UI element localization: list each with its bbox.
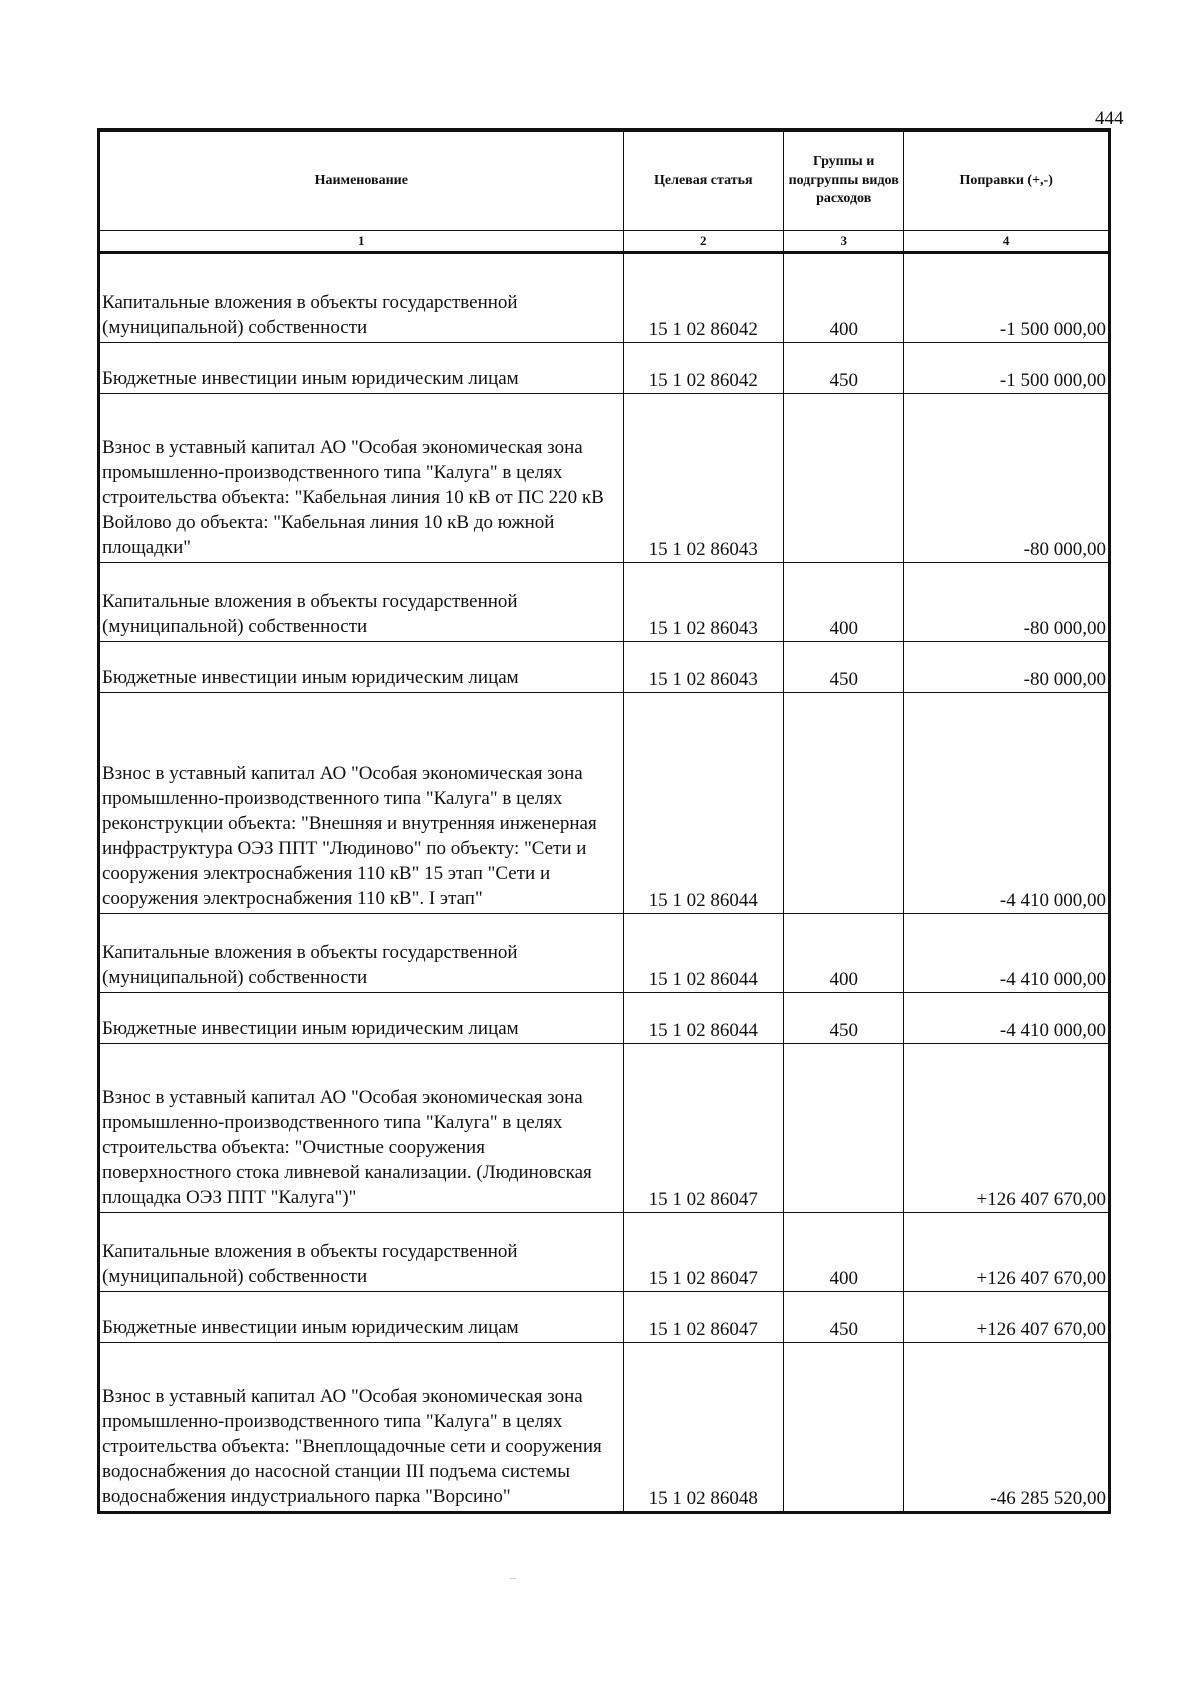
budget-amendments-table (97, 128, 1111, 1514)
row-name: Взнос в уставный капитал АО "Особая экономическая зона промышленно-производственного типа "Калуга" в целях реконструкции объекта: "Внешняя и внутренняя инженерная инфраструктура ОЭЗ ППТ "Людиново" по объекту: "Сети и сооружения электроснабжения 110 кВ" 15 этап "Сети и сооружения электроснабжения 110 кВ". I этап" (100, 693, 624, 914)
table-row (100, 343, 1109, 394)
row-group: 400 (784, 914, 904, 993)
row-amount: -46 285 520,00 (904, 1343, 1109, 1512)
scan-artifact (510, 1578, 516, 1579)
header-code: Целевая статья (623, 132, 783, 231)
row-group (784, 1343, 904, 1512)
column-number-4: 4 (904, 231, 1109, 253)
row-name: Капитальные вложения в объекты государственной (муниципальной) собственности (100, 914, 624, 993)
table-row (100, 1292, 1109, 1343)
row-group: 400 (784, 1213, 904, 1292)
table-row (100, 253, 1109, 343)
row-amount: -80 000,00 (904, 394, 1109, 563)
row-amount: +126 407 670,00 (904, 1213, 1109, 1292)
row-code: 15 1 02 86047 (623, 1213, 783, 1292)
row-group (784, 394, 904, 563)
row-name: Капитальные вложения в объекты государственной (муниципальной) собственности (100, 253, 624, 343)
row-group: 400 (784, 563, 904, 642)
column-number-1: 1 (100, 231, 624, 253)
row-name: Бюджетные инвестиции иным юридическим лицам (100, 343, 624, 394)
table-row (100, 1213, 1109, 1292)
row-group: 450 (784, 993, 904, 1044)
row-name: Бюджетные инвестиции иным юридическим лицам (100, 642, 624, 693)
row-code: 15 1 02 86044 (623, 914, 783, 993)
table-row (100, 993, 1109, 1044)
table-row (100, 1044, 1109, 1213)
row-amount: -4 410 000,00 (904, 693, 1109, 914)
row-group: 450 (784, 1292, 904, 1343)
row-group: 450 (784, 642, 904, 693)
row-code: 15 1 02 86047 (623, 1292, 783, 1343)
row-amount: -4 410 000,00 (904, 993, 1109, 1044)
row-code: 15 1 02 86043 (623, 642, 783, 693)
row-amount: -1 500 000,00 (904, 343, 1109, 394)
row-name: Капитальные вложения в объекты государственной (муниципальной) собственности (100, 563, 624, 642)
row-amount: -80 000,00 (904, 563, 1109, 642)
row-code: 15 1 02 86047 (623, 1044, 783, 1213)
row-group (784, 693, 904, 914)
row-name: Взнос в уставный капитал АО "Особая экономическая зона промышленно-производственного типа "Калуга" в целях строительства объекта: "Внеплощадочные сети и сооружения водоснабжения до насосной станции III подъема системы водоснабжения индустриального парка "Ворсино" (100, 1343, 624, 1512)
header-name: Наименование (100, 132, 624, 231)
row-group (784, 1044, 904, 1213)
row-code: 15 1 02 86044 (623, 693, 783, 914)
row-name: Взнос в уставный капитал АО "Особая экономическая зона промышленно-производственного типа "Калуга" в целях строительства объекта: "Кабельная линия 10 кВ от ПС 220 кВ Войлово до объекта: "Кабельная линия 10 кВ до южной площадки" (100, 394, 624, 563)
column-number-3: 3 (784, 231, 904, 253)
table-row (100, 914, 1109, 993)
row-name: Взнос в уставный капитал АО "Особая экономическая зона промышленно-производственного типа "Калуга" в целях строительства объекта: "Очистные сооружения поверхностного стока ливневой канализации. (Людиновская площадка ОЭЗ ППТ "Калуга")" (100, 1044, 624, 1213)
row-code: 15 1 02 86043 (623, 394, 783, 563)
table-row (100, 394, 1109, 563)
table-row (100, 642, 1109, 693)
table-row (100, 563, 1109, 642)
row-code: 15 1 02 86042 (623, 343, 783, 394)
column-number-2: 2 (623, 231, 783, 253)
row-amount: -80 000,00 (904, 642, 1109, 693)
row-name: Бюджетные инвестиции иным юридическим лицам (100, 1292, 624, 1343)
row-amount: +126 407 670,00 (904, 1292, 1109, 1343)
row-amount: -1 500 000,00 (904, 253, 1109, 343)
header-group: Группы и подгруппы видов расходов (784, 132, 904, 231)
row-group: 400 (784, 253, 904, 343)
row-name: Бюджетные инвестиции иным юридическим лицам (100, 993, 624, 1044)
table-row (100, 1343, 1109, 1512)
row-code: 15 1 02 86042 (623, 253, 783, 343)
row-group: 450 (784, 343, 904, 394)
row-amount: +126 407 670,00 (904, 1044, 1109, 1213)
row-name: Капитальные вложения в объекты государственной (муниципальной) собственности (100, 1213, 624, 1292)
page-number: 444 (1095, 108, 1124, 129)
header-amount: Поправки (+,-) (904, 132, 1109, 231)
table-row (100, 693, 1109, 914)
row-code: 15 1 02 86048 (623, 1343, 783, 1512)
row-code: 15 1 02 86044 (623, 993, 783, 1044)
row-amount: -4 410 000,00 (904, 914, 1109, 993)
row-code: 15 1 02 86043 (623, 563, 783, 642)
